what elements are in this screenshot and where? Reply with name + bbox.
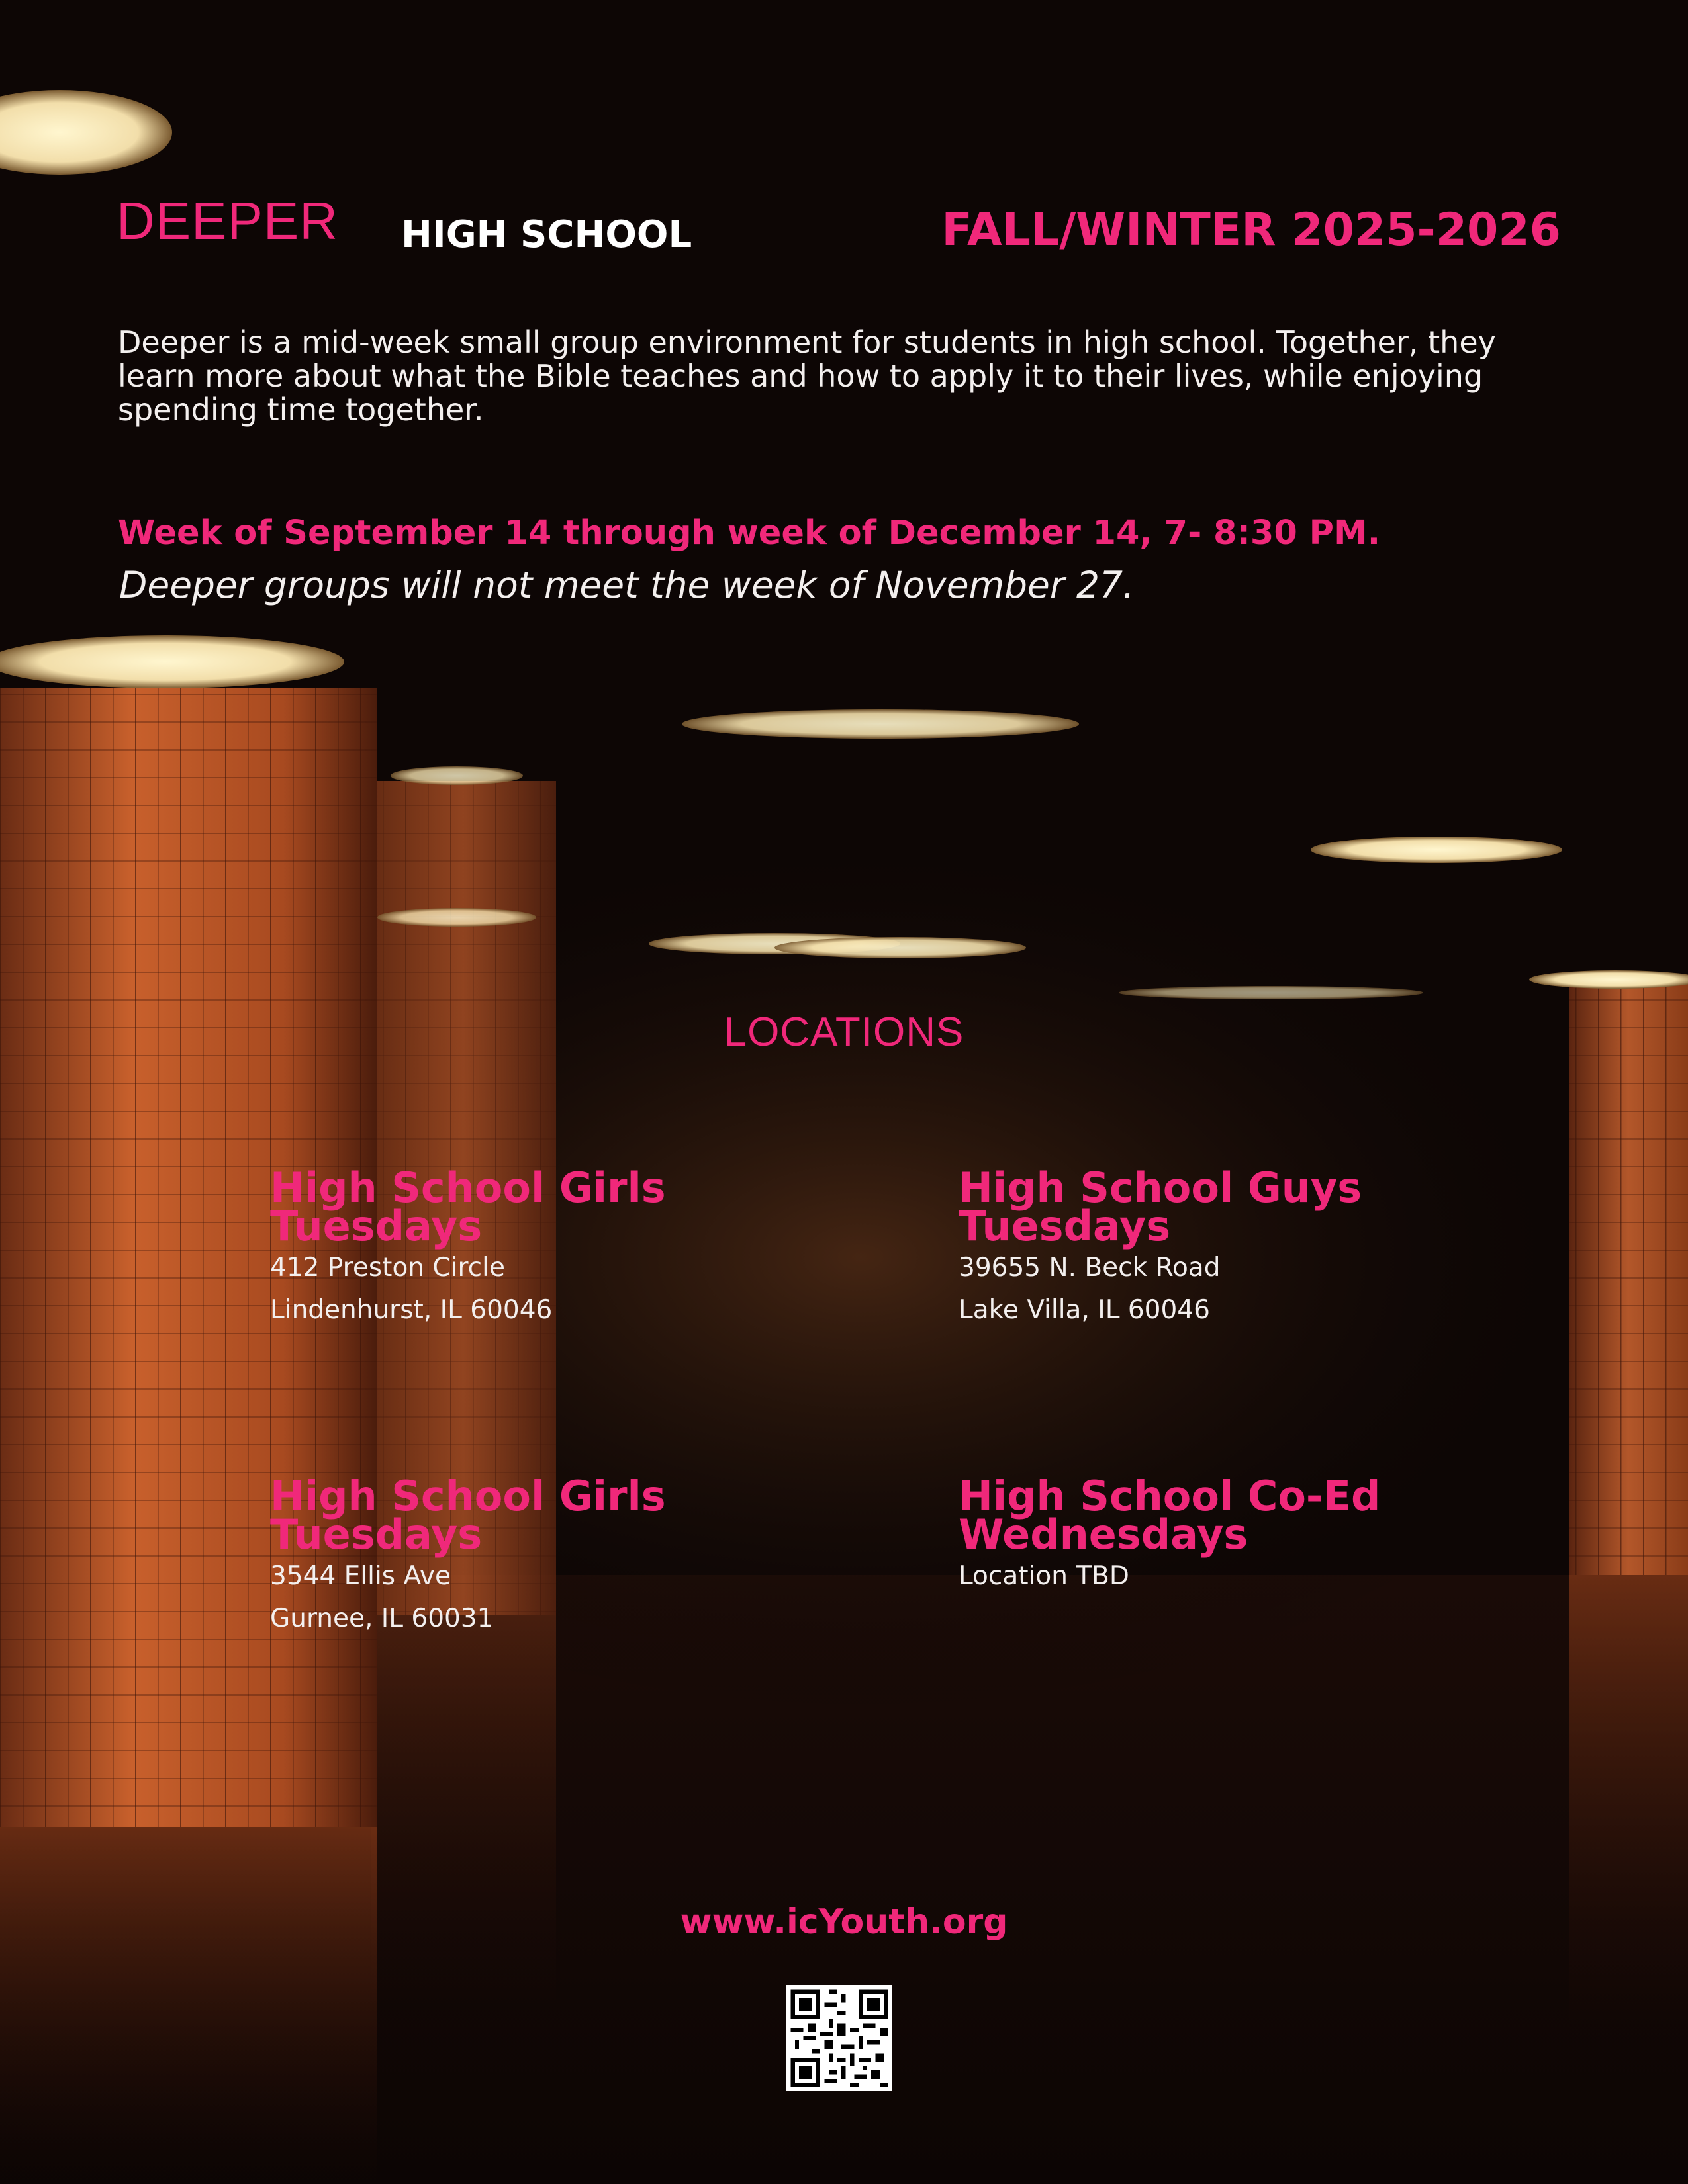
intro-paragraph: Deeper is a mid-week small group environment for students in high school. Together, they learn more about what the Bible teaches and how to apply it to their lives, while enjoying spending time together. bbox=[118, 324, 1496, 428]
location-address-line1: Location TBD bbox=[959, 1561, 1129, 1591]
location-card bbox=[270, 1472, 866, 1639]
location-group: High School Girls bbox=[270, 1472, 666, 1520]
location-address-line2: Gurnee, IL 60031 bbox=[270, 1604, 494, 1633]
location-group: High School Girls bbox=[270, 1163, 666, 1212]
location-address-line1: 3544 Ellis Ave bbox=[270, 1561, 451, 1591]
qr-code-icon[interactable] bbox=[786, 1985, 892, 2091]
season-title: FALL/WINTER 2025-2026 bbox=[941, 204, 1561, 256]
schedule-dates: Week of September 14 through week of December 14, 7- 8:30 PM. bbox=[118, 514, 1381, 553]
brand-title: DEEPER bbox=[117, 191, 338, 250]
schedule-note: Deeper groups will not meet the week of November 27. bbox=[119, 564, 1135, 606]
website-link[interactable]: www.icYouth.org bbox=[680, 1902, 1008, 1942]
brand-subtitle: HIGH SCHOOL bbox=[401, 213, 692, 256]
location-address-line2: Lake Villa, IL 60046 bbox=[959, 1295, 1210, 1325]
location-card bbox=[270, 1163, 866, 1330]
location-card bbox=[959, 1163, 1554, 1330]
location-group: High School Guys bbox=[959, 1163, 1362, 1212]
location-card bbox=[959, 1472, 1554, 1596]
location-day: Tuesdays bbox=[270, 1510, 483, 1559]
location-address-line1: 39655 N. Beck Road bbox=[959, 1253, 1221, 1283]
location-day: Tuesdays bbox=[270, 1202, 483, 1250]
location-day: Wednesdays bbox=[959, 1510, 1248, 1559]
location-group: High School Co-Ed bbox=[959, 1472, 1381, 1520]
location-day: Tuesdays bbox=[959, 1202, 1171, 1250]
locations-heading: LOCATIONS bbox=[724, 1009, 964, 1055]
location-address-line1: 412 Preston Circle bbox=[270, 1253, 505, 1283]
location-address-line2: Lindenhurst, IL 60046 bbox=[270, 1295, 553, 1325]
